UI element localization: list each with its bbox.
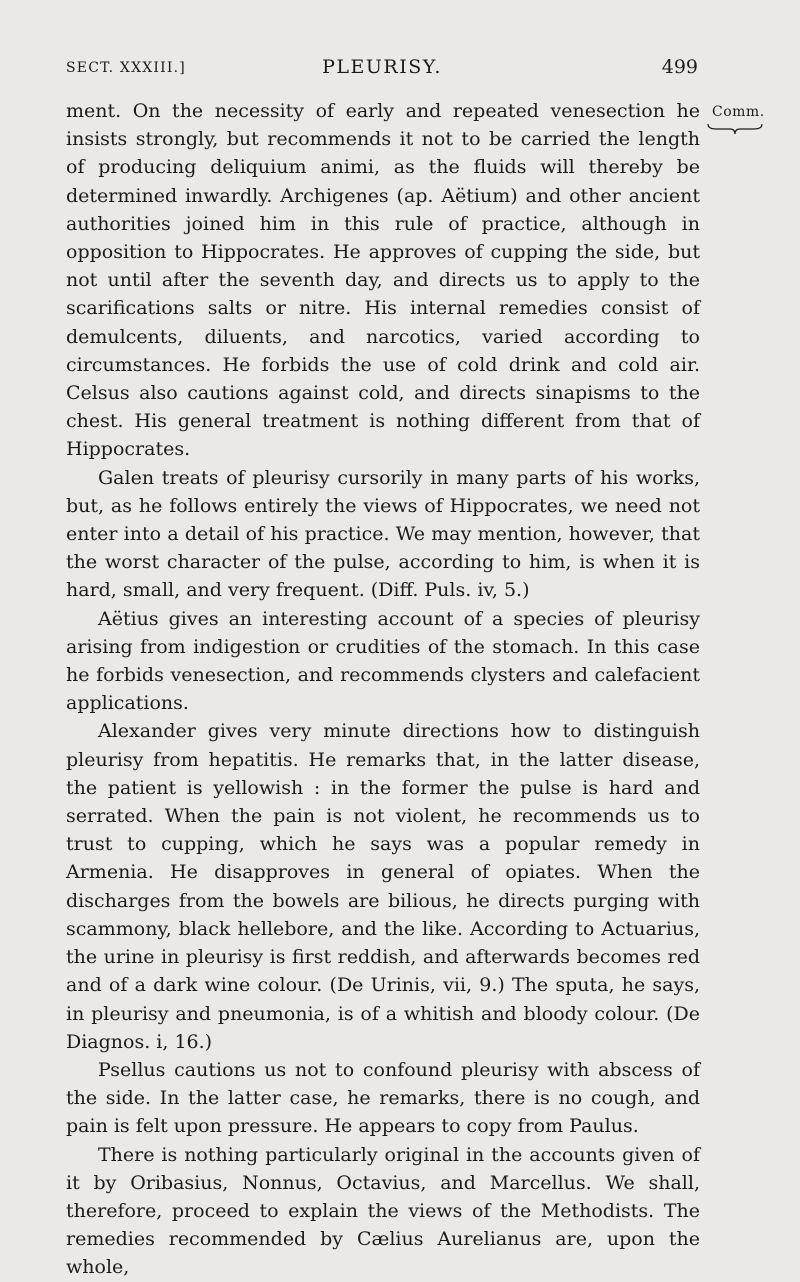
section-reference: SECT. XXXIII.]	[66, 60, 186, 76]
paragraph: Psellus cautions us not to confound pleurisy with abscess of the side. In the latter case, he remarks, there is no cough, and pain is felt upon pressure. He appears to copy from Paulus.	[66, 1058, 700, 1138]
margin-brace-icon	[706, 122, 764, 136]
paragraph: Aëtius gives an interesting account of a species of pleurisy arising from indigestion or crudities of the stomach. In this case he forbids venesection, and recommends clysters and calefacient applications.	[66, 607, 700, 715]
body-text	[66, 97, 700, 1282]
margin-note: Comm.	[712, 104, 765, 120]
paragraph: Galen treats of pleurisy cursorily in many parts of his works, but, as he follows entirely the views of Hippocrates, we need not enter into a detail of his practice. We may mention, however, that the worst character of the pulse, according to him, is when it is hard, small, and very frequent. (Diff. Puls. iv, 5.)	[66, 466, 700, 602]
page-number: 499	[661, 56, 698, 78]
chapter-title: PLEURISY.	[322, 56, 442, 78]
running-head	[66, 56, 698, 84]
paragraph: ment. On the necessity of early and repeated venesection he insists strongly, but recommends it not to be carried the length of producing deliquium animi, as the fluids will thereby be determined inwardly. Archigenes (ap. Aëtium) and other ancient authorities joined him in this rule of practice, although in opposition to Hippocrates. He approves of cupping the side, but not until after the seventh day, and directs us to apply to the scarifications salts or nitre. His internal remedies consist of demulcents, diluents, and narcotics, varied according to circumstances. He forbids the use of cold drink and cold air. Celsus also cautions against cold, and directs sinapisms to the chest. His general treatment is nothing different from that of Hippocrates.	[66, 100, 700, 461]
paragraph: Alexander gives very minute directions how to distinguish pleurisy from hepatitis. He remarks that, in the latter disease, the patient is yellowish : in the former the pulse is hard and serrated. When the pain is not violent, he recommends us to trust to cupping, which he says was a popular remedy in Armenia. He disapproves in general of opiates. When the discharges from the bowels are bilious, he directs purging with scammony, black hellebore, and the like. According to Actuarius, the urine in pleurisy is first reddish, and afterwards becomes red and of a dark wine colour. (De Urinis, vii, 9.) The sputa, he says, in pleurisy and pneumonia, is of a whitish and bloody colour. (De Diagnos. i, 16.)	[66, 720, 700, 1053]
paragraph: There is nothing particularly original in the accounts given of it by Oribasius, Nonnus, Octavius, and Marcellus. We shall, therefore, proceed to explain the views of the Methodists. The remedies recommended by Cælius Aurelianus are, upon the whole,	[66, 1143, 700, 1279]
